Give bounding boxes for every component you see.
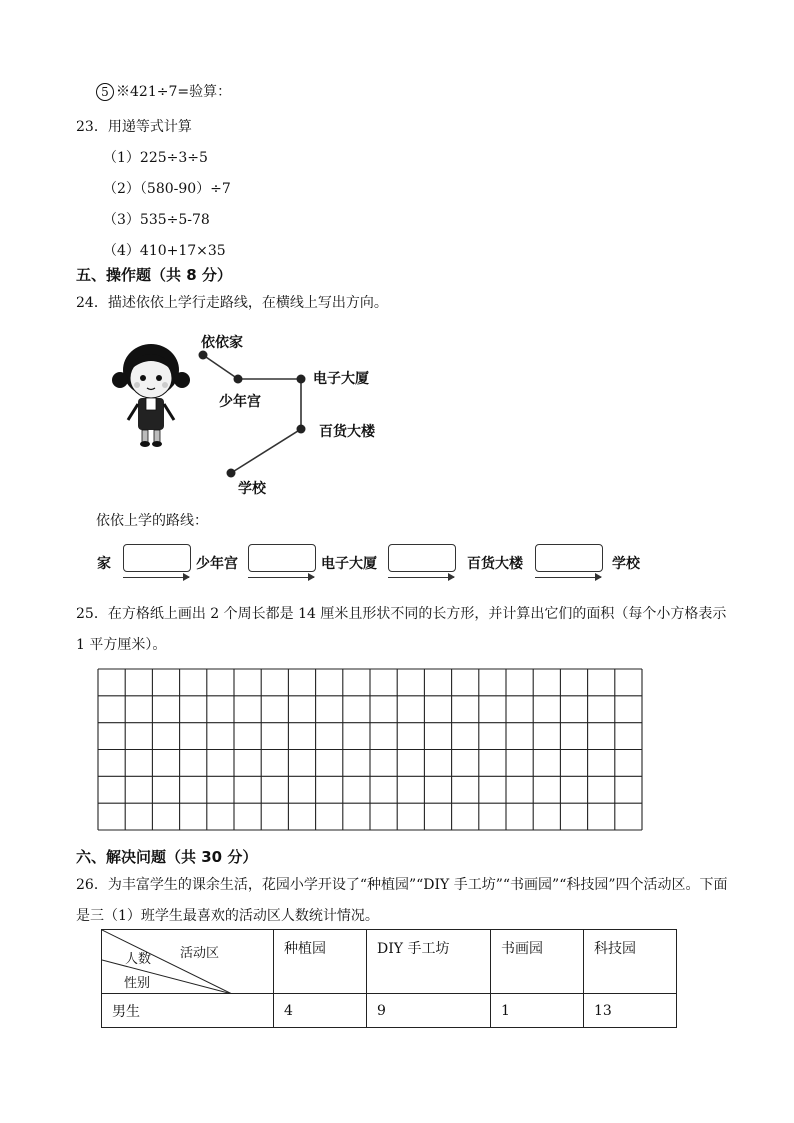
q23-item-1: （1）225÷3÷5 <box>103 150 208 166</box>
q25-line1: 25．在方格纸上画出 2 个周长都是 14 厘米且形状不同的长方形，并计算出它们的面积（每个小方格表示 <box>76 606 727 622</box>
table-cell: 1 <box>491 994 584 1028</box>
table-corner-cell <box>102 930 274 994</box>
header-cell: 科技园 <box>584 930 677 994</box>
map-label-home: 依依家 <box>201 335 243 351</box>
girl-illustration <box>108 340 194 448</box>
header-cell: 种植园 <box>274 930 367 994</box>
activity-stats-table <box>101 929 677 1028</box>
direction-answer-box-4[interactable] <box>535 544 603 572</box>
route-stop-school: 学校 <box>612 556 640 572</box>
arrow-3 <box>388 577 454 579</box>
direction-answer-box-1[interactable] <box>123 544 191 572</box>
route-caption: 依依上学的路线： <box>96 513 208 529</box>
route-map <box>190 345 320 485</box>
corner-label-count: 人数 <box>125 952 152 967</box>
corner-label-gender: 性别 <box>124 976 151 991</box>
direction-answer-box-3[interactable] <box>388 544 456 572</box>
q25-line2: 1 平方厘米）。 <box>76 637 167 653</box>
map-label-youth-palace: 少年宫 <box>219 394 261 410</box>
arrow-4 <box>535 577 601 579</box>
q26-line2: 是三（1）班学生最喜欢的活动区人数统计情况。 <box>76 908 379 924</box>
q23-item-4: （4）410+17×35 <box>103 243 226 259</box>
header-cell: 书画园 <box>491 930 584 994</box>
arrow-1 <box>123 577 189 579</box>
youth-palace-dot <box>234 375 243 384</box>
table-cell: 9 <box>367 994 491 1028</box>
q22-item5-text: ※421÷7=验算： <box>116 84 232 100</box>
department-dot <box>297 425 306 434</box>
q23-title: 23．用递等式计算 <box>76 119 192 135</box>
school-dot <box>227 469 236 478</box>
table-cell: 13 <box>584 994 677 1028</box>
q26-line1: 26．为丰富学生的课余生活，花园小学开设了“种植园”“DIY 手工坊”“书画园”“科技园”四个活动区。下面 <box>76 877 728 893</box>
circled-number: 5 <box>96 83 114 101</box>
route-stop-electronics: 电子大厦 <box>321 556 377 572</box>
route-stop-home: 家 <box>97 556 111 572</box>
q23-item-3: （3）535÷5-78 <box>103 212 210 228</box>
q22-item5 <box>96 81 231 101</box>
q23-item-2: （2）（580-90）÷7 <box>103 181 231 197</box>
direction-answer-box-2[interactable] <box>248 544 316 572</box>
map-label-electronics: 电子大厦 <box>313 371 369 387</box>
q24-title: 24．描述依依上学行走路线，在横线上写出方向。 <box>76 295 388 311</box>
route-stop-department: 百货大楼 <box>467 556 523 572</box>
map-label-school: 学校 <box>238 481 266 497</box>
route-stop-youth-palace: 少年宫 <box>196 556 238 572</box>
section5-title: 五、操作题（共 8 分） <box>76 266 232 284</box>
square-grid[interactable] <box>97 668 643 831</box>
corner-label-activity: 活动区 <box>180 946 220 961</box>
arrow-2 <box>248 577 314 579</box>
map-label-department: 百货大楼 <box>319 424 375 440</box>
row-label: 男生 <box>102 994 274 1028</box>
electronics-dot <box>297 375 306 384</box>
section6-title: 六、解决问题（共 30 分） <box>76 848 258 866</box>
header-cell: DIY 手工坊 <box>367 930 491 994</box>
table-row <box>102 994 677 1028</box>
table-cell: 4 <box>274 994 367 1028</box>
table-header-row <box>102 930 677 994</box>
